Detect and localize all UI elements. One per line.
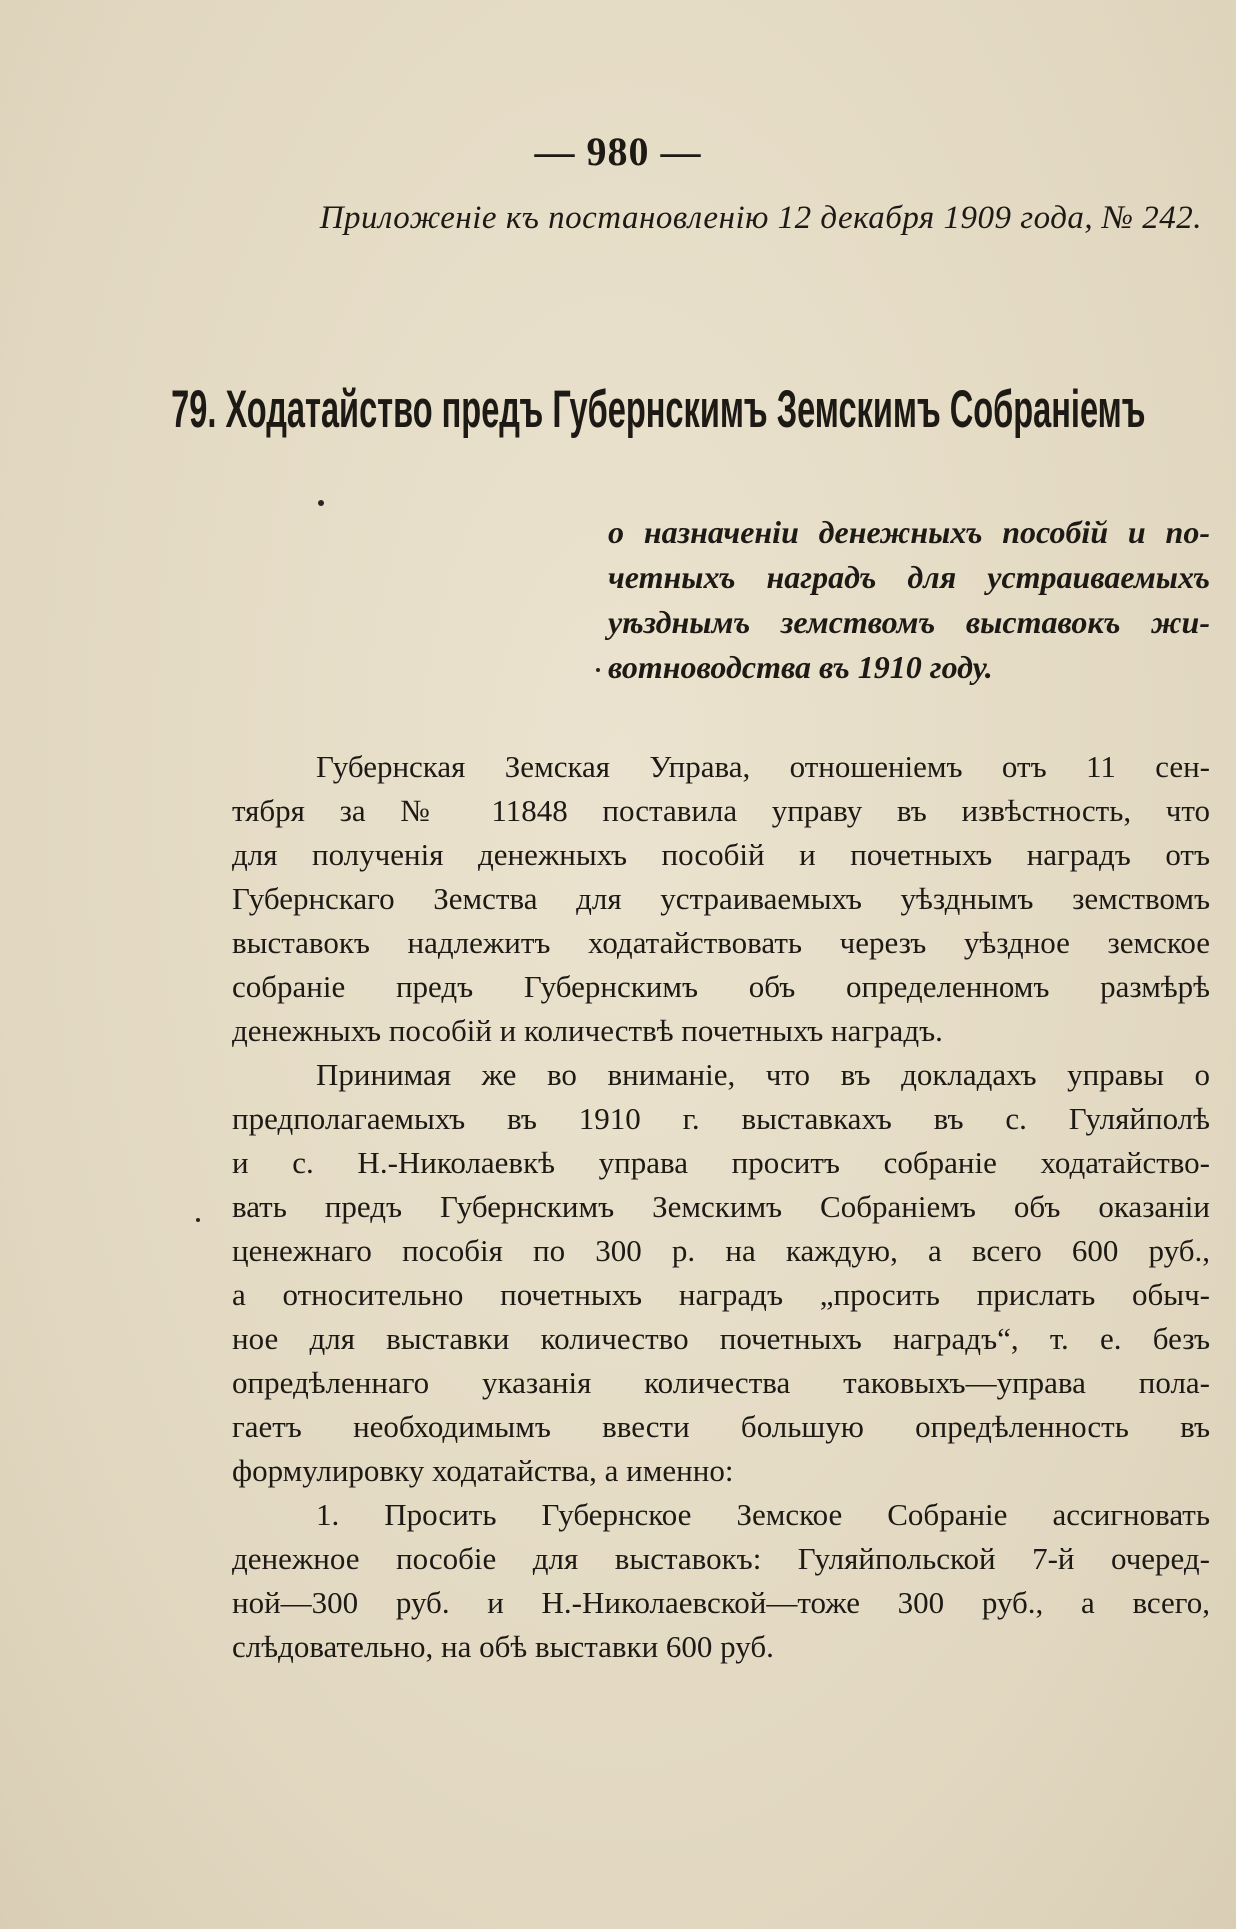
subject-line: вотноводства въ 1910 году.	[608, 649, 993, 685]
body-line: выставокъ надлежитъ ходатайствовать черезъ уѣздное земское	[232, 925, 1210, 960]
body-text	[232, 745, 1210, 1669]
body-line: гаетъ необходимымъ ввести большую опредѣленность въ	[232, 1409, 1210, 1444]
body-line: Принимая же во вниманiе, что въ докладахъ управы о	[316, 1057, 1210, 1092]
appendix-note: Приложенiе къ постановленiю 12 декабря 1909 года, № 242.	[319, 200, 1202, 236]
body-line: ценежнаго пособiя по 300 р. на каждую, а всего 600 руб.,	[232, 1233, 1210, 1268]
subject-line: четныхъ наградъ для устраиваемыхъ	[608, 559, 1210, 595]
subject-line: уѣзднымъ земствомъ выставокъ жи-	[608, 604, 1210, 640]
body-line: формулировку ходатайства, а именно:	[232, 1453, 734, 1488]
section-heading	[0, 380, 1236, 439]
body-line: денежное пособiе для выставокъ: Гуляйпольской 7-й очеред-	[232, 1541, 1210, 1576]
body-line: Губернскаго Земства для устраиваемыхъ уѣзднымъ земствомъ	[232, 881, 1210, 916]
page-number: — 980 —	[534, 129, 702, 174]
body-line: собранiе предъ Губернскимъ объ определенномъ размѣрѣ	[232, 969, 1210, 1004]
stray-mark	[596, 668, 600, 672]
subject-block	[608, 510, 1210, 690]
body-line: ное для выставки количество почетныхъ наградъ“, т. е. безъ	[232, 1321, 1210, 1356]
body-line: Губернская Земская Управа, отношенiемъ отъ 11 сен-	[316, 749, 1210, 784]
body-line: денежныхъ пособiй и количествѣ почетныхъ наградъ.	[232, 1013, 943, 1048]
body-line: 1. Просить Губернское Земское Собранiе ассигновать	[316, 1497, 1210, 1532]
section-heading-text: 79. Ходатайство предъ Губернскимъ Земскимъ Собранiемъ	[171, 380, 1146, 439]
body-line: а относительно почетныхъ наградъ „просить прислать обыч-	[232, 1277, 1210, 1312]
body-line: ной—300 руб. и Н.-Николаевской—тоже 300 руб., а всего,	[232, 1585, 1210, 1620]
stray-mark	[196, 1218, 200, 1222]
body-line: предполагаемыхъ въ 1910 г. выставкахъ въ с. Гуляйполѣ	[232, 1101, 1210, 1136]
body-line: опредѣленнаго указанiя количества таковыхъ—управа пола-	[232, 1365, 1210, 1400]
body-line: слѣдовательно, на обѣ выставки 600 руб.	[232, 1629, 774, 1664]
body-line: и с. Н.-Николаевкѣ управа проситъ собранiе ходатайство-	[232, 1145, 1210, 1180]
body-line: вать предъ Губернскимъ Земскимъ Собранiемъ объ оказанiи	[232, 1189, 1210, 1224]
body-line: тября за № 11848 поставила управу въ извѣстность, что	[232, 793, 1210, 828]
body-line: для полученiя денежныхъ пособiй и почетныхъ наградъ отъ	[232, 837, 1210, 872]
subject-line: о назначенiи денежныхъ пособiй и по-	[608, 514, 1210, 550]
stray-mark	[318, 500, 324, 506]
